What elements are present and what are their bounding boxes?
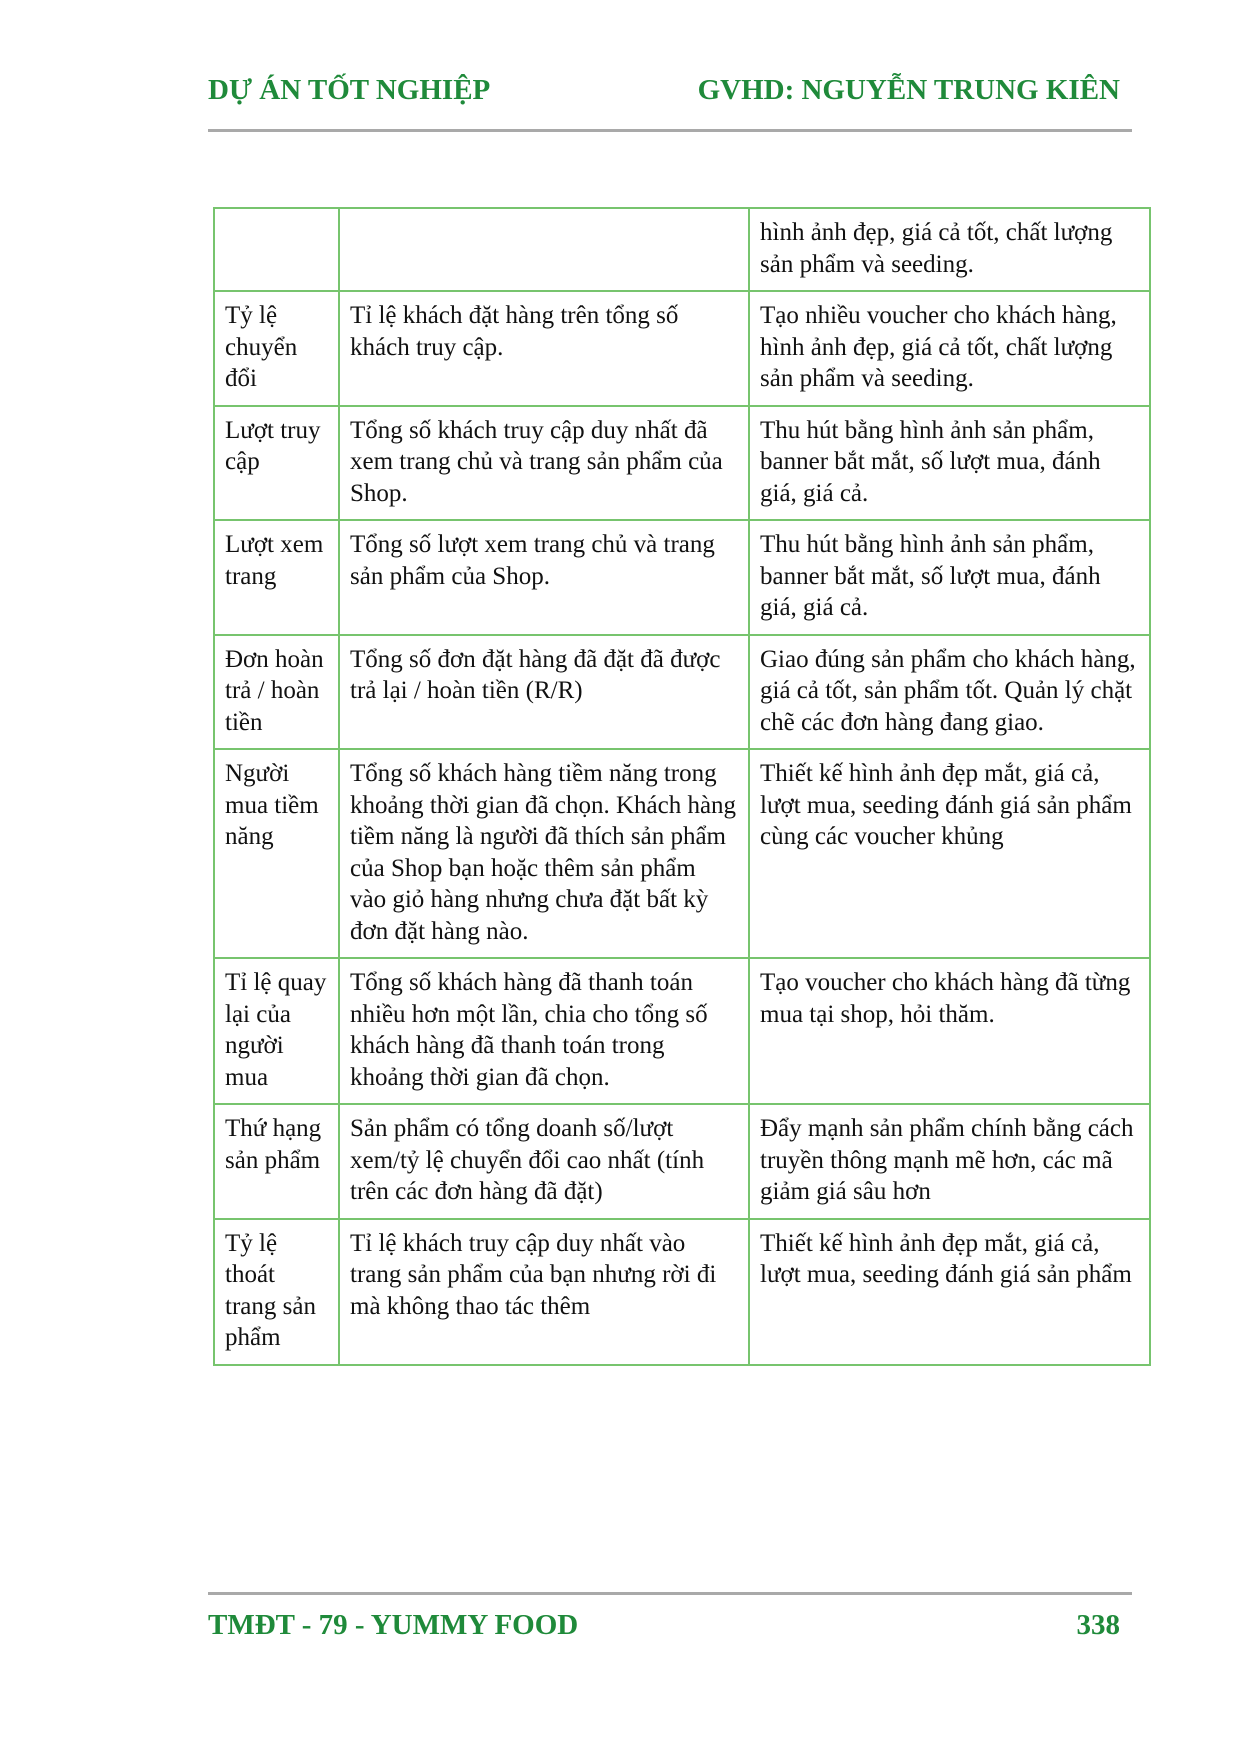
metric-cell: Tỉ lệ quay lại của người mua (214, 958, 339, 1104)
solution-cell: Thiết kế hình ảnh đẹp mắt, giá cả, lượt mua, seeding đánh giá sản phẩm cùng các voucher khủng (749, 749, 1150, 958)
table-row (214, 635, 1150, 750)
definition-cell (339, 208, 749, 291)
footer-title: TMĐT - 79 - YUMMY FOOD (208, 1609, 579, 1641)
page-number: 338 (1076, 1609, 1120, 1641)
definition-cell: Tổng số đơn đặt hàng đã đặt đã được trả lại / hoàn tiền (R/R) (339, 635, 749, 750)
table-row (214, 1104, 1150, 1219)
definition-cell: Tổng số khách truy cập duy nhất đã xem trang chủ và trang sản phẩm của Shop. (339, 406, 749, 521)
solution-cell: Tạo voucher cho khách hàng đã từng mua tại shop, hỏi thăm. (749, 958, 1150, 1104)
solution-cell: Giao đúng sản phẩm cho khách hàng, giá cả tốt, sản phẩm tốt. Quản lý chặt chẽ các đơn hàng đang giao. (749, 635, 1150, 750)
metric-cell: Người mua tiềm năng (214, 749, 339, 958)
table-row (214, 208, 1150, 291)
advisor-name: GVHD: NGUYỄN TRUNG KIÊN (697, 74, 1120, 106)
definition-cell: Tổng số lượt xem trang chủ và trang sản phẩm của Shop. (339, 520, 749, 635)
solution-cell: Thu hút bằng hình ảnh sản phẩm, banner bắt mắt, số lượt mua, đánh giá, giá cả. (749, 406, 1150, 521)
metric-cell: Lượt xem trang (214, 520, 339, 635)
solution-cell: Thu hút bằng hình ảnh sản phẩm, banner bắt mắt, số lượt mua, đánh giá, giá cả. (749, 520, 1150, 635)
metric-cell: Thứ hạng sản phẩm (214, 1104, 339, 1219)
header-divider (208, 129, 1132, 132)
definition-cell: Tỉ lệ khách đặt hàng trên tổng số khách truy cập. (339, 291, 749, 406)
kpi-table (213, 207, 1151, 1366)
definition-cell: Tỉ lệ khách truy cập duy nhất vào trang sản phẩm của bạn nhưng rời đi mà không thao tác thêm (339, 1219, 749, 1365)
table-row (214, 406, 1150, 521)
definition-cell: Sản phẩm có tổng doanh số/lượt xem/tỷ lệ chuyển đổi cao nhất (tính trên các đơn hàng đã đặt) (339, 1104, 749, 1219)
metric-cell: Đơn hoàn trả / hoàn tiền (214, 635, 339, 750)
metric-cell: Tỷ lệ thoát trang sản phẩm (214, 1219, 339, 1365)
definition-cell: Tổng số khách hàng đã thanh toán nhiều hơn một lần, chia cho tổng số khách hàng đã thanh toán trong khoảng thời gian đã chọn. (339, 958, 749, 1104)
solution-cell: Tạo nhiều voucher cho khách hàng, hình ảnh đẹp, giá cả tốt, chất lượng sản phẩm và seeding. (749, 291, 1150, 406)
table-row (214, 749, 1150, 958)
solution-cell: Thiết kế hình ảnh đẹp mắt, giá cả, lượt mua, seeding đánh giá sản phẩm (749, 1219, 1150, 1365)
page-footer (208, 1609, 1120, 1645)
metric-cell: Tỷ lệ chuyển đổi (214, 291, 339, 406)
project-title: DỰ ÁN TỐT NGHIỆP (208, 74, 491, 106)
table-row (214, 291, 1150, 406)
metric-cell (214, 208, 339, 291)
footer-divider (208, 1592, 1132, 1595)
solution-cell: Đẩy mạnh sản phẩm chính bằng cách truyền thông mạnh mẽ hơn, các mã giảm giá sâu hơn (749, 1104, 1150, 1219)
solution-cell: hình ảnh đẹp, giá cả tốt, chất lượng sản phẩm và seeding. (749, 208, 1150, 291)
metric-cell: Lượt truy cập (214, 406, 339, 521)
table-row (214, 1219, 1150, 1365)
table-row (214, 958, 1150, 1104)
page-header (208, 74, 1120, 110)
table-row (214, 520, 1150, 635)
definition-cell: Tổng số khách hàng tiềm năng trong khoảng thời gian đã chọn. Khách hàng tiềm năng là người đã thích sản phẩm của Shop bạn hoặc thêm sản phẩm vào giỏ hàng nhưng chưa đặt bất kỳ đơn đặt hàng nào. (339, 749, 749, 958)
